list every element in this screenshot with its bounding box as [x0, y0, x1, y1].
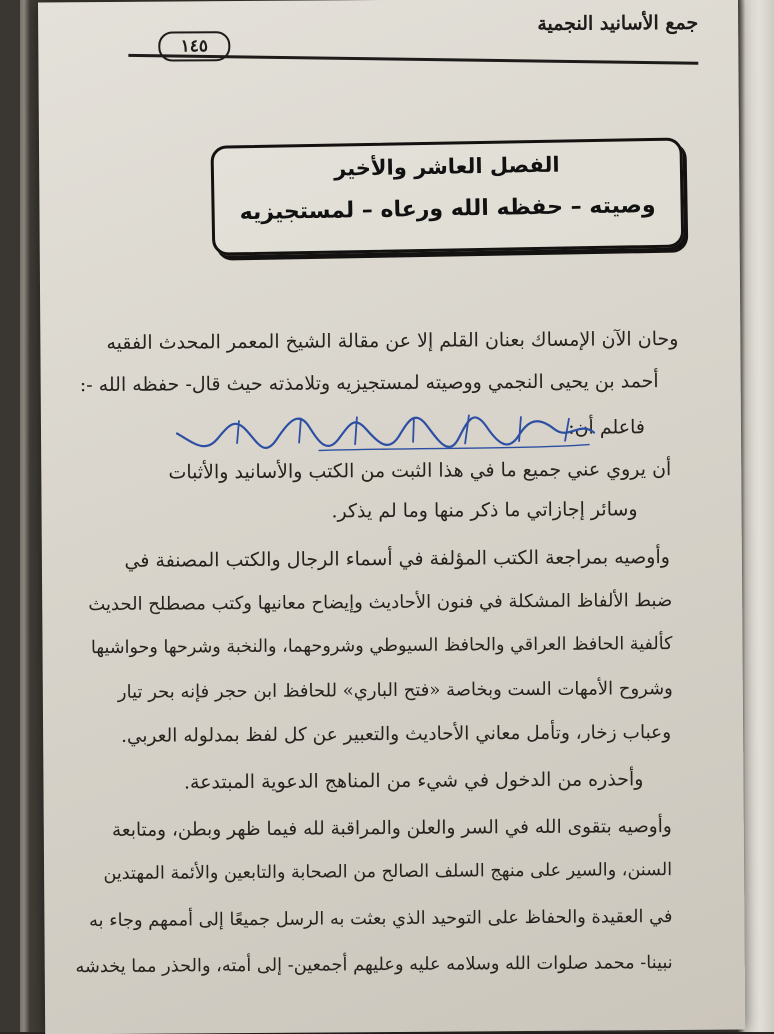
page-number: ١٤٥ — [158, 31, 230, 62]
text-line: أن يروي عني جميع ما في هذا الثبت من الكتب والأسانيد والأثبات — [168, 458, 672, 484]
text-line: وأوصيه بمراجعة الكتب المؤلفة في أسماء الرجال والكتب المصنفة في — [124, 546, 670, 572]
chapter-title-box — [210, 137, 684, 255]
book-page — [38, 0, 745, 1034]
text-line: وعباب زخار، وتأمل معاني الأحاديث والتعبير عن كل لفظ بمدلوله العربي. — [120, 722, 672, 747]
running-title: جمع الأسانيد النجمية — [537, 11, 699, 35]
text-line: ضبط الألفاظ المشكلة في فنون الأحاديث وإيضاح معانيها وكتب مصطلح الحديث — [88, 590, 673, 616]
handwritten-signature — [169, 411, 599, 454]
text-line: وأوصيه بتقوى الله في السر والعلن والمراقبة لله فيما ظهر وبطن، ومتابعة — [111, 816, 672, 841]
text-line: نبينا- محمد صلوات الله وسلامه عليه وعليهم أجمعين- إلى أمته، والحذر مما يخدشه — [75, 952, 673, 978]
text-line: السنن، والسير على منهج السلف الصالح من الصحابة والتابعين والأئمة المهتدين — [103, 860, 673, 885]
signature-ink-icon — [169, 411, 599, 454]
text-line: وسائر إجازاتي ما ذكر منها وما لم يذكر. — [331, 498, 638, 523]
text-line: أحمد بن يحيى النجمي ووصيته لمستجيزيه وتلامذته حيث قال- حفظه الله -: — [79, 370, 659, 397]
chapter-subtitle: وصيته – حفظه الله ورعاه – لمستجيزيه — [239, 192, 656, 226]
chapter-title: الفصل العاشر والأخير — [333, 152, 560, 181]
page-header — [128, 6, 698, 62]
text-line: كألفية الحافظ العراقي والحافظ السيوطي وشروحهما، والنخبة وشرحها وحواشيها — [90, 634, 673, 659]
text-line: وشروح الأمهات الست وبخاصة «فتح الباري» للحافظ ابن حجر فإنه بحر تيار — [117, 678, 673, 703]
signature-label: فاعلم أن: — [568, 416, 646, 439]
text-line: في العقيدة والحفاظ على التوحيد الذي بعثت به الرسل جميعًا إلى أممهم وجاء به — [89, 906, 673, 932]
text-line: وحان الآن الإمساك بعنان القلم إلا عن مقالة الشيخ المعمر المحدث الفقيه — [106, 327, 679, 354]
text-line: وأحذره من الدخول في شيء من المناهج الدعوية المبتدعة. — [183, 768, 644, 794]
